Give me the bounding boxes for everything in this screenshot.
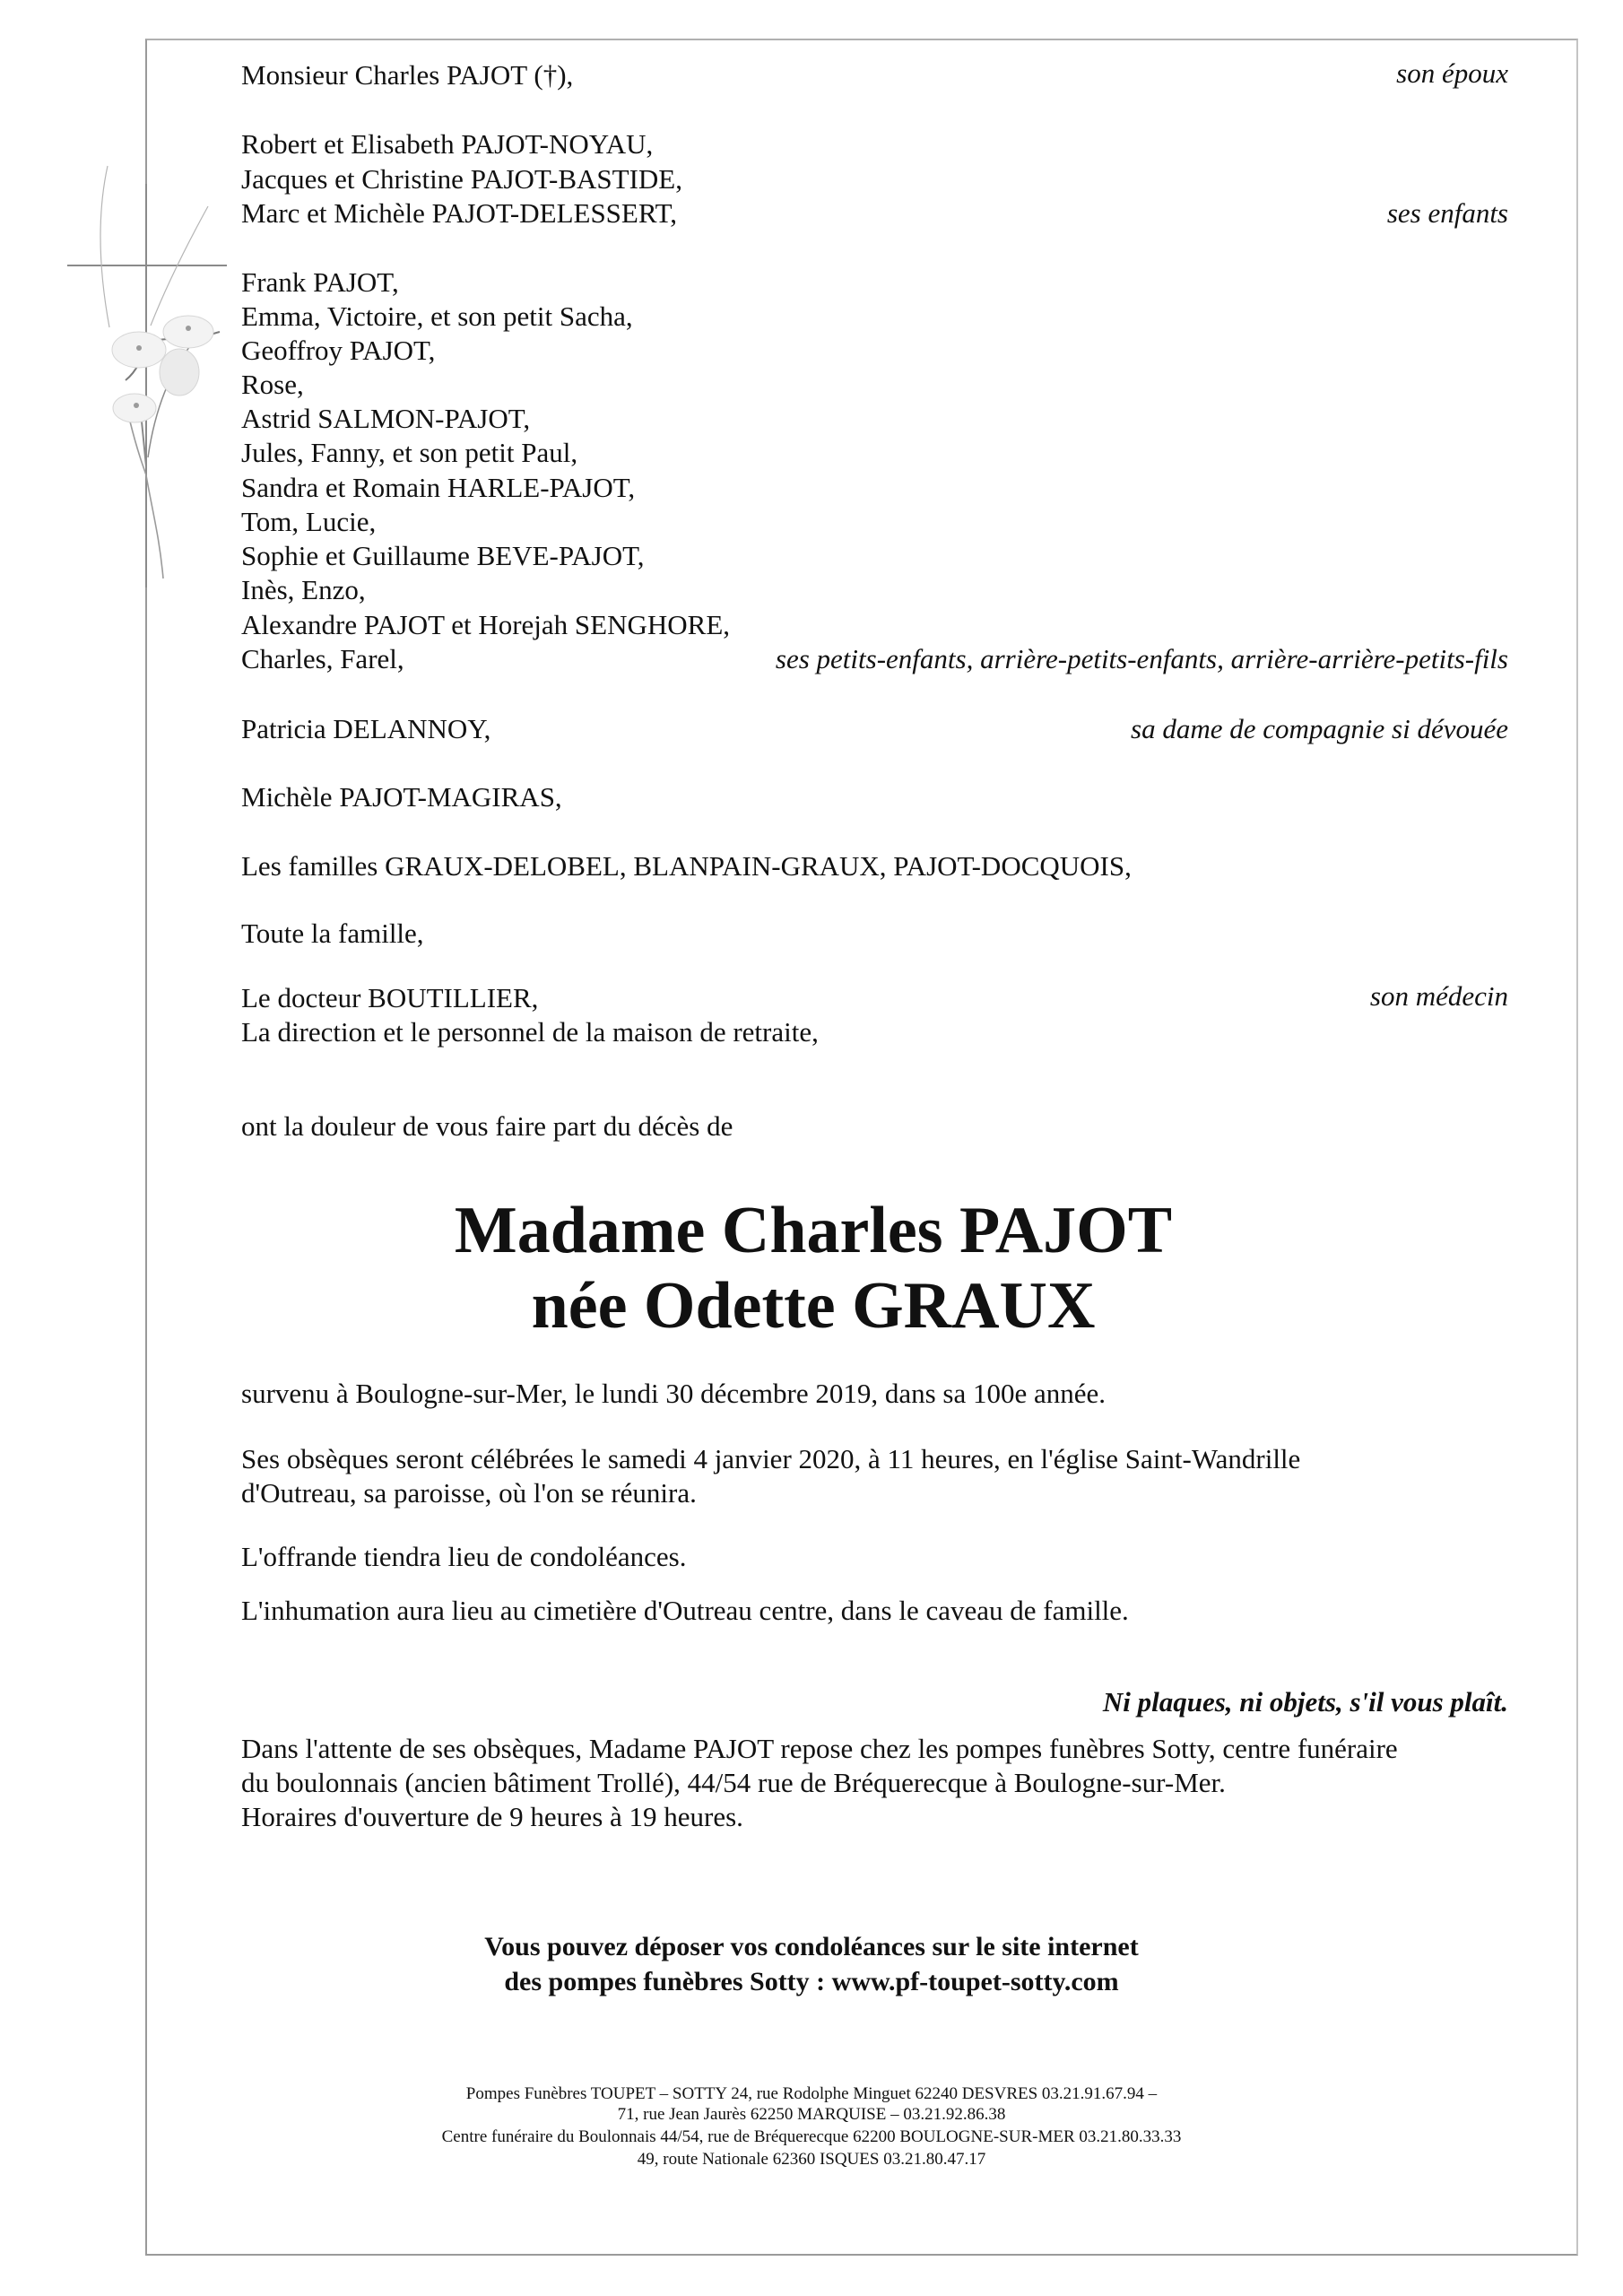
family-line: Robert et Elisabeth PAJOT-NOYAU, bbox=[241, 128, 654, 160]
rest-notice-cont: du boulonnais (ancien bâtiment Trollé), 44/54 rue de Bréquerecque à Boulogne-sur-Mer. bbox=[241, 1767, 1226, 1798]
family-line: Jacques et Christine PAJOT-BASTIDE, bbox=[241, 163, 682, 195]
family-line: Michèle PAJOT-MAGIRAS, bbox=[241, 781, 562, 813]
death-notice: survenu à Boulogne-sur-Mer, le lundi 30 décembre 2019, dans sa 100e année. bbox=[241, 1378, 1107, 1409]
relation-label: ses enfants bbox=[1386, 197, 1508, 229]
relation-label: son époux bbox=[1396, 57, 1508, 89]
family-line: Inès, Enzo, bbox=[241, 574, 366, 605]
page-border bbox=[145, 39, 1578, 2256]
rest-notice: Dans l'attente de ses obsèques, Madame PAJOT repose chez les pompes funèbres Sotty, centre funéraire bbox=[241, 1733, 1398, 1764]
family-line: Alexandre PAJOT et Horejah SENGHORE, bbox=[241, 609, 731, 640]
condolences-text: Vous pouvez déposer vos condoléances sur le site internet bbox=[484, 1932, 1139, 1961]
family-line: Astrid SALMON-PAJOT, bbox=[241, 403, 531, 434]
family-line: Le docteur BOUTILLIER, bbox=[241, 982, 539, 1013]
family-line: Patricia DELANNOY, bbox=[241, 713, 491, 744]
family-line: Sophie et Guillaume BEVE-PAJOT, bbox=[241, 540, 645, 571]
funeral-notice-cont: d'Outreau, sa paroisse, où l'on se réunira. bbox=[241, 1477, 697, 1509]
family-line: Charles, Farel, bbox=[241, 643, 404, 674]
burial-notice: L'inhumation aura lieu au cimetière d'Outreau centre, dans le caveau de famille. bbox=[241, 1595, 1129, 1626]
family-line: Sandra et Romain HARLE-PAJOT, bbox=[241, 472, 636, 503]
footer-line: 49, route Nationale 62360 ISQUES 03.21.80.47.17 bbox=[637, 2150, 986, 2169]
deceased-maiden-name: née Odette GRAUX bbox=[531, 1269, 1096, 1343]
announcement-text: ont la douleur de vous faire part du décès de bbox=[241, 1110, 733, 1142]
deceased-name: Madame Charles PAJOT bbox=[454, 1194, 1173, 1267]
no-flowers-notice: Ni plaques, ni objets, s'il vous plaît. bbox=[1102, 1686, 1508, 1718]
relation-label: son médecin bbox=[1369, 980, 1508, 1012]
family-line: Tom, Lucie, bbox=[241, 506, 377, 537]
footer-line: 71, rue Jean Jaurès 62250 MARQUISE – 03.21.92.86.38 bbox=[617, 2105, 1006, 2124]
condolences-website[interactable]: des pompes funèbres Sotty : www.pf-toupet-sotty.com bbox=[504, 1967, 1119, 1996]
family-line: Monsieur Charles PAJOT (†), bbox=[241, 59, 574, 91]
opening-hours: Horaires d'ouverture de 9 heures à 19 heures. bbox=[241, 1801, 743, 1832]
family-line: Emma, Victoire, et son petit Sacha, bbox=[241, 300, 633, 332]
family-line: Frank PAJOT, bbox=[241, 266, 399, 298]
family-line: Jules, Fanny, et son petit Paul, bbox=[241, 437, 578, 468]
family-line: Toute la famille, bbox=[241, 918, 424, 949]
family-line: Geoffroy PAJOT, bbox=[241, 335, 436, 366]
relation-label: sa dame de compagnie si dévouée bbox=[1131, 713, 1508, 744]
footer-line: Pompes Funèbres TOUPET – SOTTY 24, rue Rodolphe Minguet 62240 DESVRES 03.21.91.67.94 – bbox=[465, 2084, 1158, 2103]
offering-notice: L'offrande tiendra lieu de condoléances. bbox=[241, 1541, 687, 1572]
family-line: Rose, bbox=[241, 369, 304, 400]
family-line: La direction et le personnel de la maison de retraite, bbox=[241, 1016, 819, 1048]
family-line: Marc et Michèle PAJOT-DELESSERT, bbox=[241, 197, 678, 229]
relation-label: ses petits-enfants, arrière-petits-enfants, arrière-arrière-petits-fils bbox=[775, 643, 1508, 674]
funeral-notice: Ses obsèques seront célébrées le samedi 4 janvier 2020, à 11 heures, en l'église Saint-Wandrille bbox=[241, 1443, 1301, 1474]
family-line: Les familles GRAUX-DELOBEL, BLANPAIN-GRAUX, PAJOT-DOCQUOIS, bbox=[241, 850, 1132, 882]
footer-line: Centre funéraire du Boulonnais 44/54, rue de Bréquerecque 62200 BOULOGNE-SUR-MER 03.21.80.33.33 bbox=[441, 2127, 1182, 2146]
